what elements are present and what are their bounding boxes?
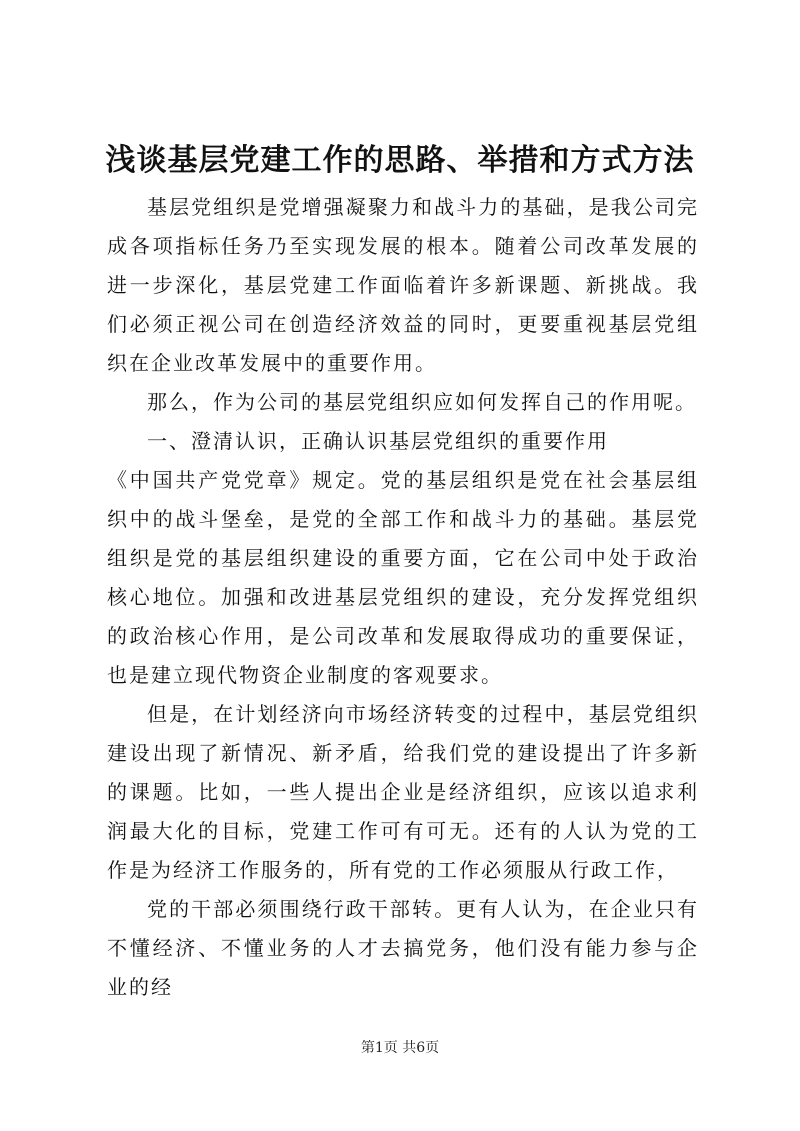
paragraph-cadre: 党的干部必须围绕行政干部转。更有人认为，在企业只有不懂经济、不懂业务的人才去搞党务，他们没有能力参与企业的经 xyxy=(107,897,699,999)
paragraph-question: 那么，作为公司的基层党组织应如何发挥自己的作用呢。 xyxy=(147,390,697,414)
paragraph-new-situation: 但是，在计划经济向市场经济转变的过程中，基层党组织建设出现了新情况、新矛盾，给我们党的建设提出了许多新的课题。比如，一些人提出企业是经济组织，应该以追求利润最大化的目标，党建工作可有可无。还有的人认为党的工作是为经济工作服务的，所有党的工作必须服从行政工作， xyxy=(107,702,699,882)
document-body xyxy=(107,188,699,1007)
paragraph-party-constitution: 《中国共产党党章》规定。党的基层组织是党在社会基层组织中的战斗堡垒，是党的全部工作和战斗力的基础。基层党组织是党的基层组织建设的重要方面，它在公司中处于政治核心地位。加强和改进基层党组织的建设，充分发挥党组织的政治核心作用，是公司改革和发展取得成功的重要保证，也是建立现代物资企业制度的客观要求。 xyxy=(107,468,699,687)
paragraph-intro: 基层党组织是党增强凝聚力和战斗力的基础，是我公司完成各项指标任务乃至实现发展的根本。随着公司改革发展的进一步深化，基层党建工作面临着许多新课题、新挑战。我们必须正视公司在创造经济效益的同时，更要重视基层党组织在企业改革发展中的重要作用。 xyxy=(107,195,699,375)
page-number: 第1页 共6页 xyxy=(360,1040,440,1056)
document-title: 浅谈基层党建工作的思路、举措和方式方法 xyxy=(105,143,695,178)
section-heading-1: 一、澄清认识，正确认识基层党组织的重要作用 xyxy=(147,429,609,453)
